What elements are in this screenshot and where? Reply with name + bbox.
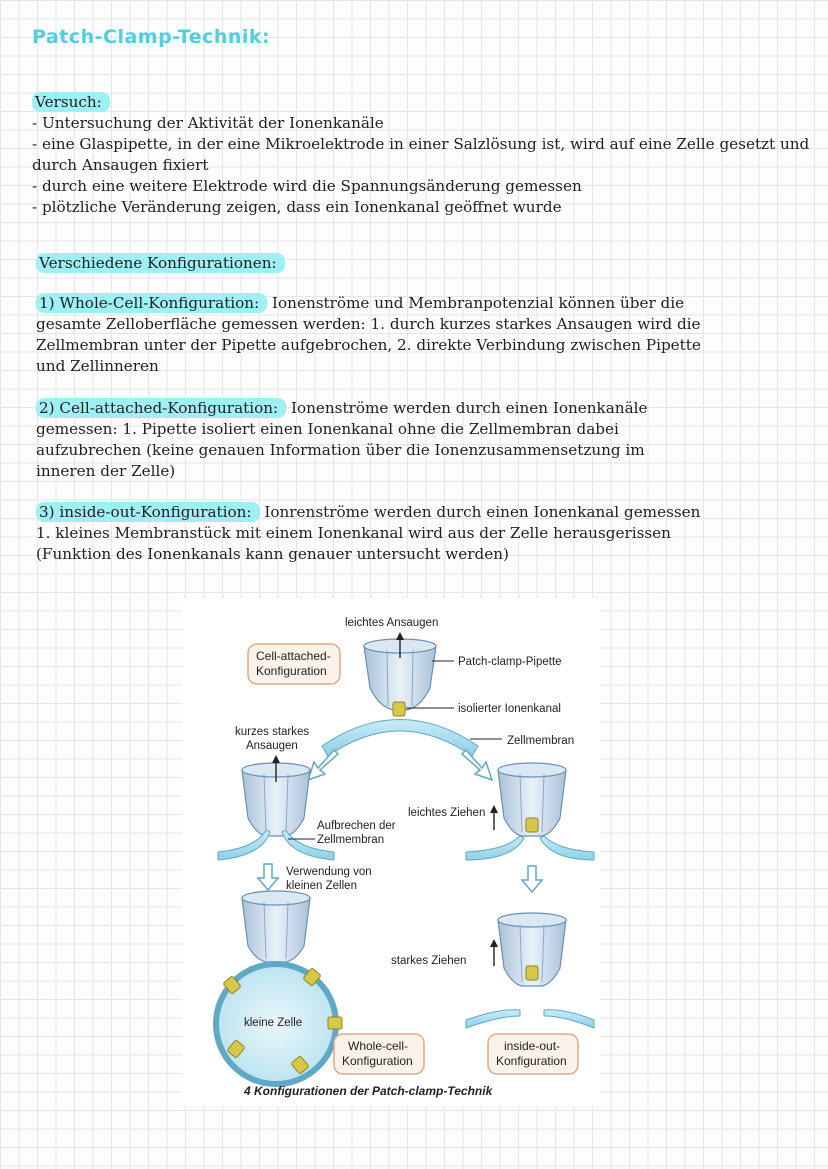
k3-line-2: (Funktion des Ionenkanals kann genauer untersucht werden) <box>36 545 509 563</box>
label-isolierter-ionenkanal: isolierter Ionenkanal <box>458 703 561 715</box>
k2-label: 2) Cell-attached-Konfiguration: <box>36 398 286 418</box>
konfig-heading-label: Verschiedene Konfigurationen: <box>36 253 285 273</box>
membrane-top <box>322 720 478 757</box>
channel-cell-3 <box>328 1017 342 1029</box>
figure-caption: 4 Konfigurationen der Patch-clamp-Technik <box>244 1084 493 1098</box>
k3-first-line <box>36 502 700 523</box>
versuch-line-5: - plötzliche Veränderung zeigen, dass ein Ionenkanal geöffnet wurde <box>32 198 562 216</box>
arrow-down-right <box>522 866 542 892</box>
label-patch-clamp-pipette: Patch-clamp-Pipette <box>458 656 562 668</box>
label-leichtes-ansaugen: leichtes Ansaugen <box>345 617 439 629</box>
k1-rest: Ionenströme und Membranpotenzial können über die <box>267 294 685 312</box>
versuch-line-2: - eine Glaspipette, in der eine Mikroelektrode in einer Salzlösung ist, wird auf eine Zelle gesetzt und <box>32 135 810 153</box>
versuch-line-3: durch Ansaugen fixiert <box>32 156 209 174</box>
label-zellmembran: Zellmembran <box>507 735 575 747</box>
label-kurzes-starkes-2: Ansaugen <box>246 740 298 752</box>
label-verwendung-1: Verwendung von <box>286 866 372 878</box>
patch-clamp-diagram <box>182 598 600 1106</box>
channel-bottom-right <box>526 966 538 980</box>
label-aufbrechen-1: Aufbrechen der <box>317 820 396 832</box>
cell-attached-box-line-1: Cell-attached- <box>256 649 331 663</box>
k1-line-3: und Zellinneren <box>36 357 159 375</box>
inside-out-box-line-2: Konfiguration <box>496 1054 567 1068</box>
arrow-down-left <box>258 864 278 890</box>
k3-label: 3) inside-out-Konfiguration: <box>36 502 260 522</box>
page-title: Patch-Clamp-Technik: <box>32 26 271 48</box>
cell-attached-box-line-2: Konfiguration <box>256 664 327 678</box>
k3-rest: Ionrenströme werden durch einen Ionenkanal gemessen <box>259 503 701 521</box>
membrane-mid-right <box>466 836 594 860</box>
k3-line-1: 1. kleines Membranstück mit einem Ionenkanal wird aus der Zelle herausgerissen <box>36 524 671 542</box>
k2-rest: Ionenströme werden durch einen Ionenkanäle <box>286 399 648 417</box>
patch-clamp-figure <box>182 598 600 1106</box>
pipette-bottom-left <box>242 891 310 962</box>
versuch-line-1: - Untersuchung der Aktivität der Ionenkanäle <box>32 114 384 132</box>
versuch-heading <box>32 92 110 113</box>
k2-line-2: aufzubrechen (keine genauen Information über die Ionenzusammensetzung im <box>36 441 645 459</box>
k2-first-line <box>36 398 647 419</box>
k2-line-3: inneren der Zelle) <box>36 462 176 480</box>
versuch-line-4: - durch eine weitere Elektrode wird die Spannungsänderung gemessen <box>32 177 582 195</box>
channel-mid-right <box>526 818 538 832</box>
membrane-bottom-right <box>466 1010 594 1028</box>
label-leichtes-ziehen: leichtes Ziehen <box>408 807 486 819</box>
label-starkes-ziehen: starkes Ziehen <box>391 955 467 967</box>
arrow-right-diag <box>462 750 492 780</box>
konfig-heading <box>36 253 285 274</box>
whole-cell-box-line-2: Konfiguration <box>342 1054 413 1068</box>
label-kleine-zelle: kleine Zelle <box>244 1017 303 1029</box>
k1-label: 1) Whole-Cell-Konfiguration: <box>36 293 267 313</box>
k1-line-2: Zellmembran unter der Pipette aufgebrochen, 2. direkte Verbindung zwischen Pipette <box>36 336 701 354</box>
label-kurzes-starkes-1: kurzes starkes <box>235 726 310 738</box>
k2-line-1: gemessen: 1. Pipette isoliert einen Ionenkanal ohne die Zellmembran dabei <box>36 420 619 438</box>
k1-first-line <box>36 293 684 314</box>
inside-out-box-line-1: inside-out- <box>504 1039 561 1053</box>
label-verwendung-2: kleinen Zellen <box>286 880 357 892</box>
whole-cell-box-line-1: Whole-cell- <box>348 1039 409 1053</box>
k1-line-1: gesamte Zelloberfläche gemessen werden: 1. durch kurzes starkes Ansaugen wird die <box>36 315 701 333</box>
channel-top <box>393 702 405 716</box>
versuch-heading-label: Versuch: <box>32 92 110 112</box>
label-aufbrechen-2: Zellmembran <box>317 834 385 846</box>
arrow-left-diag <box>308 750 338 780</box>
